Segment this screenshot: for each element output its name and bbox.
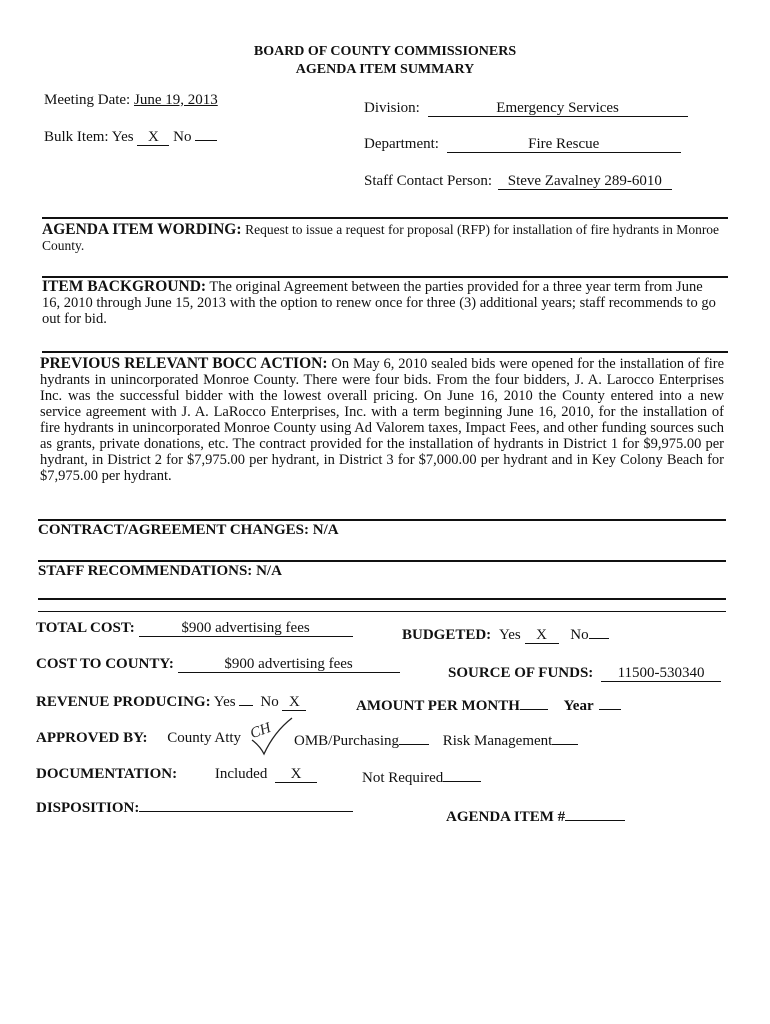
budgeted-yes-mark: X [525,628,559,644]
approved-by-label: APPROVED BY: [36,730,148,746]
revenue-producing-row [36,694,306,711]
department-value: Fire Rescue [447,137,681,153]
year-blank [599,709,621,710]
documentation-row [36,766,317,783]
disposition-label: DISPOSITION: [36,800,140,816]
staff-recommendations-value: N/A [256,563,282,579]
bulk-item-label: Bulk Item: [44,129,109,145]
included-label: Included [214,766,268,782]
staff-contact-label: Staff Contact Person: [364,173,493,189]
division-row [364,100,688,117]
previous-bocc-action [40,356,724,484]
revenue-producing-label: REVENUE PRODUCING: [36,694,211,710]
omb-purchasing-blank [399,744,429,745]
included-mark: X [275,767,317,783]
division-value: Emergency Services [428,101,688,117]
section-divider [38,519,726,521]
bulk-no-blank [195,140,217,141]
county-atty-label: County Atty [167,730,242,746]
attorney-initials-signature [248,716,296,756]
source-of-funds-value: 11500-530340 [601,666,721,682]
meeting-date-value: June 19, 2013 [133,92,218,108]
amount-per-month-row [356,698,621,715]
omb-purchasing-row [294,733,578,750]
not-required-label: Not Required [362,770,444,786]
bulk-no-label: No [173,129,192,145]
budgeted-no-label: No [570,627,589,643]
cost-to-county-label: COST TO COUNTY: [36,656,174,672]
cost-to-county-row [36,656,400,673]
previous-action-text: On May 6, 2010 sealed bids were opened for the installation of fire hydrants in unincorporated Monroe County. There were four bids. From the four bidders, J. A. Larocco Enterprises Inc. was the successful bidder with the lowest overall pricing. On June 16, 2010 the County entered into a new service agreement with J. A. LaRocco Enterprises, Inc. with a term beginning June 16, 2010, for the installation of fire hydrants in unincorporated Monroe County using Ad Valorem taxes, Impact Fees, and other funding sources such as grants, private donations, etc. The contract provided for the installation of hydrants in District 1 for $9,975.00 per hydrant, in District 2 for $7,975.00 per hydrant, in District 3 for $7,000.00 per hydrant and in Key Colony Beach for $7,975.00 per hydrant. [40,356,725,484]
staff-contact-value: Steve Zavalney 289-6010 [498,174,672,190]
wording-text: Request to issue a request for proposal (RFP) for installation of fire hydrants in Monroe County. [42,222,720,253]
background-heading: ITEM BACKGROUND: [42,278,207,295]
attorney-initials-text: CH [248,720,274,743]
risk-management-label: Risk Management [442,733,553,749]
documentation-label: DOCUMENTATION: [36,766,178,782]
staff-recommendations-row [38,563,282,580]
risk-management-blank [552,744,578,745]
bulk-item-row [44,129,217,146]
meeting-date-row [44,92,218,109]
source-of-funds-row [448,665,721,682]
revenue-yes-blank [239,705,253,706]
bulk-yes-label: Yes [111,129,134,145]
not-required-row [362,770,481,787]
cost-to-county-value: $900 advertising fees [178,657,400,673]
contract-changes-row [38,522,339,539]
bulk-yes-mark: X [137,130,169,146]
source-of-funds-label: SOURCE OF FUNDS: [448,665,594,681]
budgeted-yes-label: Yes [498,627,521,643]
section-divider [42,217,728,219]
previous-action-heading: PREVIOUS RELEVANT BOCC ACTION: [40,355,328,372]
department-label: Department: [364,136,439,152]
total-cost-row [36,620,353,637]
meeting-date-label: Meeting Date: [44,92,131,108]
revenue-no-label: No [260,694,279,710]
staff-contact-row [364,173,672,190]
section-divider [42,351,728,353]
section-divider [38,560,726,562]
omb-purchasing-label: OMB/Purchasing [294,733,399,749]
amount-per-month-blank [520,709,548,710]
total-cost-value: $900 advertising fees [139,621,353,637]
agenda-item-number-blank [565,820,625,821]
agenda-item-number-label: AGENDA ITEM # [446,809,566,825]
form-title: AGENDA ITEM SUMMARY [295,62,475,77]
section-divider [38,598,726,600]
year-label: Year [563,698,594,714]
budgeted-label: BUDGETED: [402,627,492,643]
approved-by-row [36,730,241,747]
section-divider [38,611,726,612]
amount-per-month-label: AMOUNT PER MONTH [356,698,520,714]
department-row [364,136,681,153]
agenda-item-wording [42,222,722,254]
disposition-blank [139,811,353,812]
agenda-item-number-row [446,809,625,826]
budgeted-no-blank [589,638,609,639]
staff-recommendations-label: STAFF RECOMMENDATIONS: [38,563,253,579]
revenue-yes-label: Yes [213,694,236,710]
revenue-no-mark: X [282,695,306,711]
budgeted-row [402,627,609,644]
board-title: BOARD OF COUNTY COMMISSIONERS [253,44,517,59]
contract-changes-value: N/A [312,522,339,538]
disposition-row [36,800,353,817]
item-background [42,279,722,327]
total-cost-label: TOTAL COST: [36,620,135,636]
division-label: Division: [364,100,420,116]
background-text: The original Agreement between the parties provided for a three year term from June 16, 2010 through June 15, 2013 with the option to renew once for three (3) additional years; staff recommends to go out for bid. [42,279,716,327]
wording-heading: AGENDA ITEM WORDING: [42,221,242,238]
contract-changes-label: CONTRACT/AGREEMENT CHANGES: [38,522,310,538]
not-required-blank [443,781,481,782]
